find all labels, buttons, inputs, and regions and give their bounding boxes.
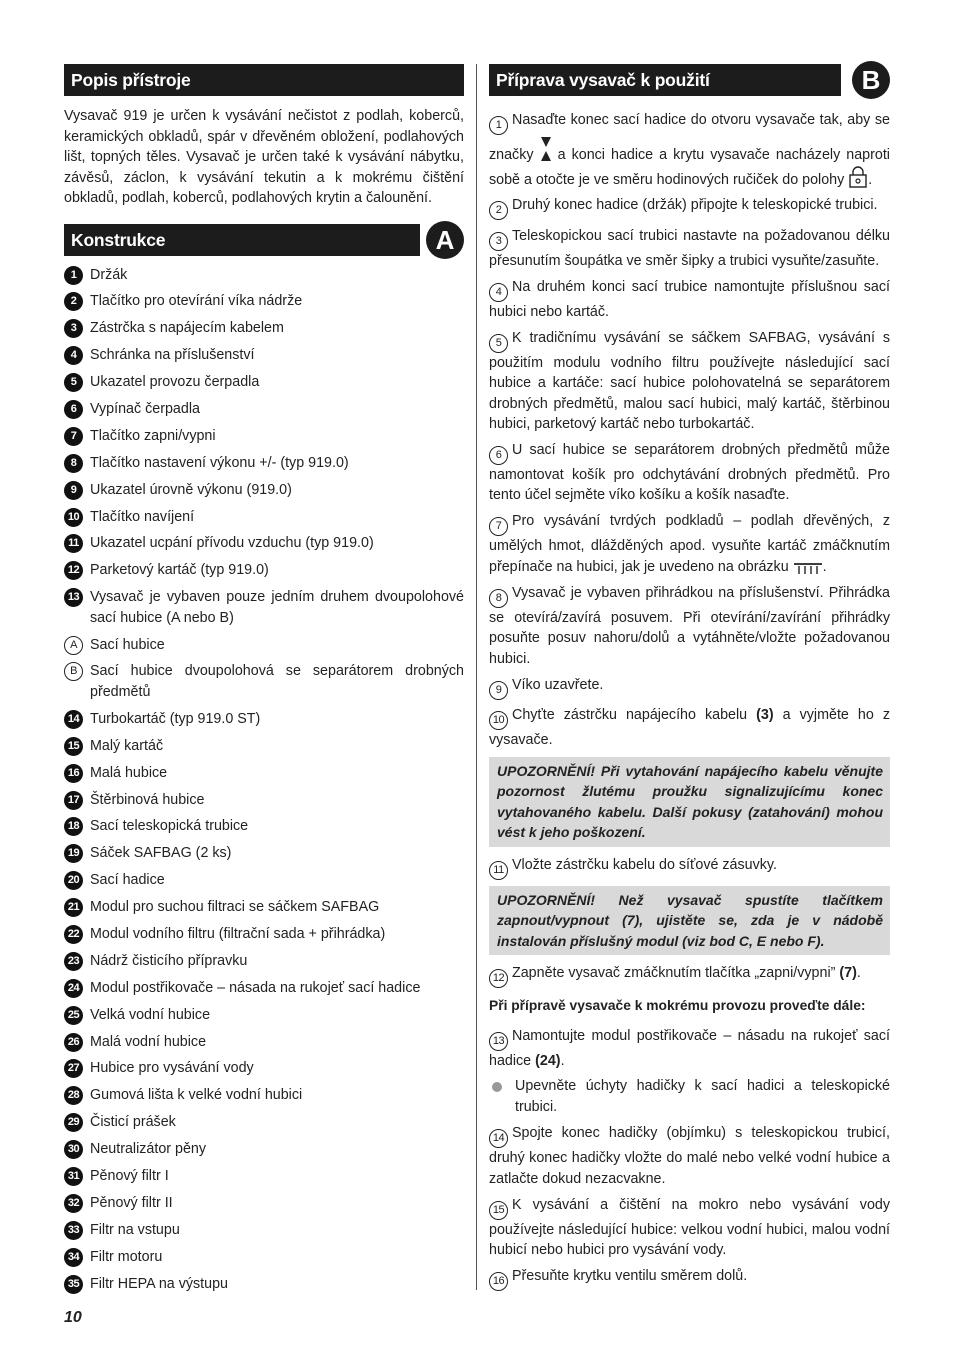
item-number: 1 (64, 266, 83, 285)
item-label: Neutralizátor pěny (90, 1141, 207, 1158)
step-number: 10 (489, 711, 508, 730)
step-number: 14 (489, 1129, 508, 1148)
item-label: Štěrbinová hubice (90, 791, 205, 808)
list-item (64, 480, 464, 501)
item-label: Sáček SAFBAG (2 ks) (90, 845, 232, 862)
item-number: 8 (64, 454, 83, 473)
step-14: 14 Spojte konec hadičky (objímku) s teleskopickou trubicí, druhý konec hadičky vložte do malé nebo velké vodní hubice a zatlačte dokud nezacvakne. (489, 1125, 890, 1187)
list-item (64, 345, 464, 366)
item-number: 11 (64, 534, 83, 553)
item-number: 16 (64, 764, 83, 783)
list-item (64, 816, 464, 837)
item-label: Tlačítko zapni/vypni (90, 427, 216, 444)
list-item (64, 533, 464, 554)
item-label: Modul postřikovače – násada na rukojeť sací hadice (90, 979, 421, 996)
step-2: 2 Druhý konec hadice (držák) připojte k teleskopické trubici. (489, 195, 890, 220)
item-label: Sací hadice (90, 872, 165, 889)
item-number: 20 (64, 871, 83, 890)
bullet-item: Upevněte úchyty hadičky k sací hadici a teleskopické trubici. (489, 1076, 890, 1117)
list-item (64, 1058, 464, 1079)
step-number: 4 (489, 283, 508, 302)
item-number: 29 (64, 1113, 83, 1132)
item-number: B (64, 662, 83, 681)
item-label: Vypínač čerpadla (90, 400, 200, 417)
item-number: 35 (64, 1275, 83, 1294)
step-number: 7 (489, 517, 508, 536)
section-title-description: Popis přístroje (64, 64, 464, 96)
item-number: 21 (64, 898, 83, 917)
item-number: 15 (64, 737, 83, 756)
item-label: Sací hubice (90, 636, 165, 653)
item-number: 18 (64, 817, 83, 836)
item-number: 12 (64, 561, 83, 580)
item-label: Ukazatel ucpání přívodu vzduchu (typ 919.0) (90, 535, 374, 552)
list-item (64, 1139, 464, 1160)
alignment-mark-icon (540, 135, 552, 163)
item-number: 9 (64, 481, 83, 500)
list-item (64, 1085, 464, 1106)
list-item (64, 1032, 464, 1053)
item-number: 17 (64, 791, 83, 810)
item-number: 6 (64, 400, 83, 419)
step-9: 9 Víko uzavřete. (489, 675, 890, 700)
item-label: Velká vodní hubice (90, 1006, 211, 1023)
step-8: 8 Vysavač je vybaven přihrádkou na příslušenství. Přihrádka se otevírá/zavírá posuvem. Při otevírání/zavírání přihrádky posuňte posuv nahoru/dolů a vytáhněte/vložte požadovanou hubici. (489, 584, 890, 667)
item-number: 27 (64, 1059, 83, 1078)
item-number: 14 (64, 710, 83, 729)
page-number: 10 (64, 1309, 82, 1326)
step-number: 9 (489, 681, 508, 700)
item-label: Sací hubice dvoupolohová se separátorem drobných předmětů (90, 663, 464, 700)
list-item (64, 507, 464, 528)
item-label: Filtr na vstupu (90, 1221, 180, 1238)
list-item (64, 560, 464, 581)
list-item (64, 453, 464, 474)
item-number: 30 (64, 1140, 83, 1159)
description-text: Vysavač 919 je určen k vysávání nečistot z podlah, koberců, keramických obkladů, spár v dřevěném obložení, podlahových lišt, topných těles. Vysavač je určen také k vysávání nábytku, závěsů, záclon, k vysávání tekutin a k mokrému čištění obkladů, podlah, koberců, podlahových krytin a čalounění. (64, 108, 464, 206)
item-label: Pěnový filtr I (90, 1168, 169, 1184)
step-7: 7 Pro vysávání tvrdých podkladů – podlah dřevěných, z umělých hmot, dlážděných apod. vysuňte kartáč zmáčknutím přepínače na hubici, jak je uvedeno na obrázku . (489, 513, 890, 575)
list-item (64, 587, 464, 628)
item-number: 2 (64, 292, 83, 311)
list-item (64, 951, 464, 972)
badge-a: A (426, 221, 464, 259)
step-number: 15 (489, 1201, 508, 1220)
item-label: Sací teleskopická trubice (90, 818, 249, 835)
item-label: Malý kartáč (90, 737, 164, 754)
item-number: 19 (64, 844, 83, 863)
list-item (64, 924, 464, 945)
item-label: Ukazatel provozu čerpadla (90, 374, 260, 391)
item-number: A (64, 636, 83, 655)
warning-module: UPOZORNĚNÍ! Než vysavač spustíte tlačítkem zapnout/vypnout (7), ujistěte se, zda je v nádobě instalován příslušný modul (viz bod C, E nebo F). (489, 886, 890, 956)
badge-b: B (852, 61, 890, 99)
wet-operation-heading: Při přípravě vysavače k mokrému provozu proveďte dále: (489, 998, 866, 1014)
left-column (64, 64, 464, 1300)
list-item (64, 1274, 464, 1295)
list-item (64, 709, 464, 730)
item-number: 34 (64, 1248, 83, 1267)
list-item (64, 763, 464, 784)
step-number: 8 (489, 589, 508, 608)
list-item (64, 1193, 464, 1214)
list-item (64, 635, 464, 656)
list-item (64, 372, 464, 393)
list-item (64, 318, 464, 339)
step-number: 2 (489, 201, 508, 220)
list-item (64, 978, 464, 999)
step-10: 10 Chyťte zástrčku napájecího kabelu (3) a vyjměte ho z vysavače. (489, 707, 890, 749)
item-label: Gumová lišta k velké vodní hubici (90, 1087, 303, 1104)
list-item (64, 1166, 464, 1187)
warning-cable: UPOZORNĚNÍ! Při vytahování napájecího kabelu věnujte pozornost žlutému proužku signalizujícímu konec vytahovaného kabelu. Další pokusy (zatahování) mohou vést k jeho poškození. (489, 757, 890, 847)
list-item (64, 426, 464, 447)
item-number: 10 (64, 508, 83, 527)
step-number: 6 (489, 446, 508, 465)
list-item (64, 399, 464, 420)
item-label: Ukazatel úrovně výkonu (919.0) (90, 481, 292, 498)
section-title-construction: Konstrukce (64, 224, 420, 256)
step-number: 16 (489, 1272, 508, 1291)
item-number: 25 (64, 1006, 83, 1025)
item-number: 23 (64, 952, 83, 971)
item-label: Držák (90, 266, 128, 283)
item-number: 32 (64, 1194, 83, 1213)
lock-icon (848, 166, 868, 188)
step-16: 16 Přesuňte krytku ventilu směrem dolů. (489, 1266, 890, 1291)
step-5: 5 K tradičnímu vysávání se sáčkem SAFBAG, vysávání s použitím modulu vodního filtru používejte následující sací hubice a kartáče: sací hubice polohovatelná se separátorem drobných předmětů, malou sací hubici, malý kartáč, štěrbinou hubici, parketový kartáč nebo turbokartáč. (489, 329, 890, 433)
step-number: 13 (489, 1032, 508, 1051)
step-12: 12 Zapněte vysavač zmáčknutím tlačítka „zapni/vypni” (7). (489, 963, 890, 988)
step-number: 5 (489, 334, 508, 353)
item-label: Filtr HEPA na výstupu (90, 1275, 228, 1292)
step-4: 4 Na druhém konci sací trubice namontujte příslušnou sací hubici nebo kartáč. (489, 278, 890, 320)
item-label: Tlačítko navíjení (90, 508, 195, 525)
item-label: Pěnový filtr II (90, 1194, 173, 1211)
step-number: 1 (489, 116, 508, 135)
step-6: 6 U sací hubice se separátorem drobných předmětů může namontovat košík pro odchytávání drobných předmětů. Pro tento účel sejměte víko košíku a košík nasaďte. (489, 441, 890, 504)
step-1: 1 Nasaďte konec sací hadice do otvoru vysavače tak, aby se značky a konci hadice a krytu vysavače nacházely naproti sobě a otočte je ve směru hodinových ručiček do polohy . (489, 112, 890, 188)
item-label: Čisticí prášek (90, 1114, 176, 1131)
item-label: Turbokartáč (typ 919.0 ST) (90, 710, 261, 727)
item-label: Tlačítko nastavení výkonu +/- (typ 919.0) (90, 454, 349, 471)
item-label: Modul vodního filtru (filtrační sada + přihrádka) (90, 925, 386, 942)
item-number: 26 (64, 1033, 83, 1052)
item-number: 3 (64, 319, 83, 338)
item-number: 28 (64, 1086, 83, 1105)
list-item (64, 897, 464, 918)
list-item (64, 661, 464, 702)
step-13: 13 Namontujte modul postřikovače – násadu na rukojeť sací hadice (24). (489, 1027, 890, 1069)
step-number: 12 (489, 969, 508, 988)
list-item (64, 1220, 464, 1241)
step-number: 3 (489, 232, 508, 251)
item-number: 7 (64, 427, 83, 446)
list-item (64, 1112, 464, 1133)
item-label: Malá vodní hubice (90, 1033, 207, 1050)
item-number: 4 (64, 346, 83, 365)
right-column (489, 64, 890, 1297)
item-label: Tlačítko pro otevírání víka nádrže (90, 293, 303, 310)
item-label: Malá hubice (90, 764, 168, 781)
item-label: Hubice pro vysávání vody (90, 1060, 254, 1077)
parts-list (64, 265, 464, 1295)
item-number: 13 (64, 588, 83, 607)
item-label: Zástrčka s napájecím kabelem (90, 320, 284, 337)
item-number: 31 (64, 1167, 83, 1186)
item-label: Parketový kartáč (typ 919.0) (90, 562, 269, 579)
item-label: Filtr motoru (90, 1248, 163, 1265)
item-label: Modul pro suchou filtraci se sáčkem SAFBAG (90, 899, 380, 916)
list-item (64, 265, 464, 286)
section-title-preparation: Příprava vysavač k použití (489, 64, 841, 96)
list-item (64, 790, 464, 811)
step-11: 11 Vložte zástrčku kabelu do síťové zásuvky. (489, 855, 890, 880)
list-item (64, 1005, 464, 1026)
item-number: 5 (64, 373, 83, 392)
bullet-dot-icon (492, 1082, 502, 1092)
step-15: 15 K vysávání a čištění na mokro nebo vysávání vody používejte následující hubice: velkou vodní hubici, malou vodní hubicí nebo hubici pro vysávání vody. (489, 1196, 890, 1259)
item-label: Vysavač je vybaven pouze jedním druhem dvoupolohové sací hubice (A nebo B) (90, 589, 464, 626)
item-label: Schránka na příslušenství (90, 347, 255, 364)
item-label: Nádrž čisticího přípravku (90, 952, 248, 969)
brush-icon (793, 561, 823, 575)
list-item (64, 870, 464, 891)
list-item (64, 736, 464, 757)
step-number: 11 (489, 861, 508, 880)
column-divider (476, 64, 477, 1290)
item-number: 22 (64, 925, 83, 944)
item-number: 24 (64, 979, 83, 998)
step-3: 3 Teleskopickou sací trubici nastavte na požadovanou délku přesunutím šoupátka ve směr šipky a trubici vysuňte/zasuňte. (489, 227, 890, 269)
list-item (64, 843, 464, 864)
list-item (64, 1247, 464, 1268)
list-item (64, 291, 464, 312)
item-number: 33 (64, 1221, 83, 1240)
